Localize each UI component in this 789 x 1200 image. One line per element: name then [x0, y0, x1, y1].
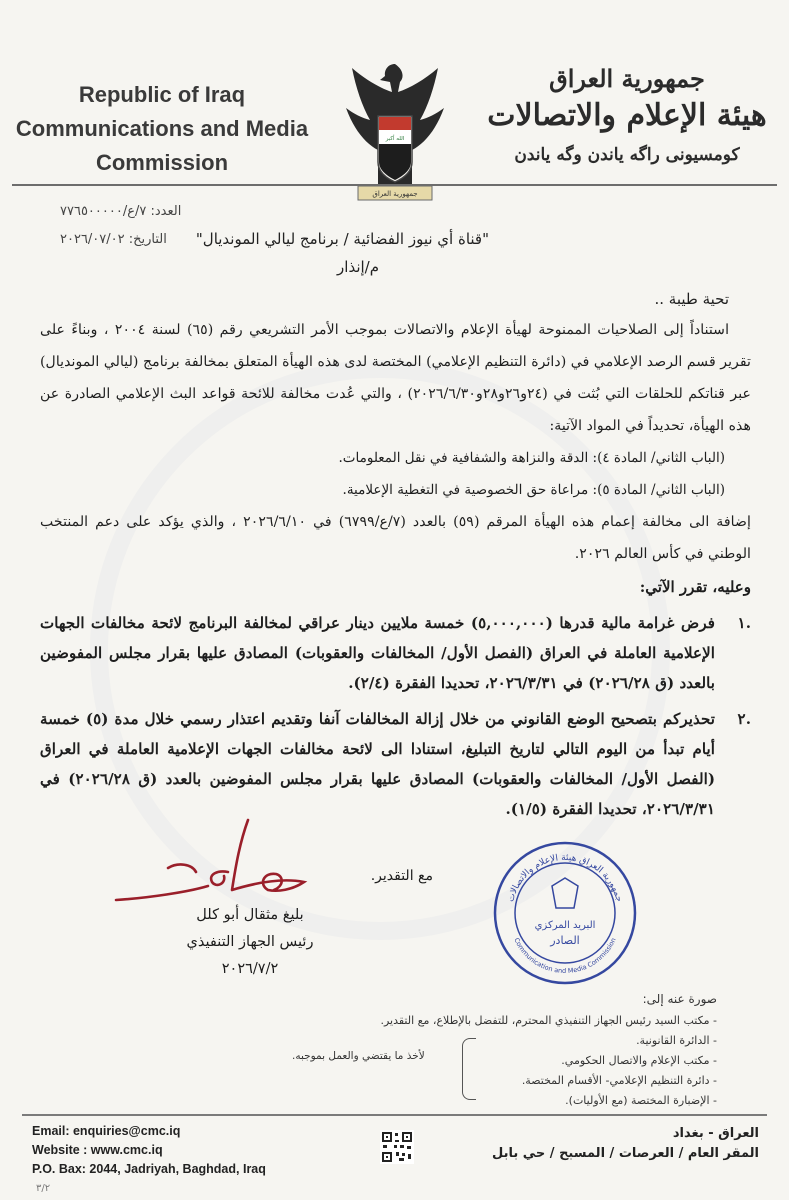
reference-date: التاريخ: ٢٠٢٦/٠٧/٠٢	[60, 232, 167, 247]
stamp-center-1: البريد المركزي	[534, 920, 596, 931]
greeting: تحية طيبة ..	[654, 290, 729, 308]
regards-text: مع التقدير.	[370, 868, 433, 884]
copies-bracket	[462, 1038, 476, 1100]
footer-website: Website : www.cmc.iq	[32, 1143, 163, 1157]
emblem-scroll-text: جمهورية العراق	[372, 190, 418, 198]
footer-divider	[22, 1114, 767, 1116]
stamp-ring-english: Communication and Media Commission	[512, 936, 618, 976]
emblem-takbir-text: الله أكبر	[385, 136, 405, 142]
decision-text: فرض غرامة مالية قدرها (٥,٠٠٠,٠٠٠) خمسة ملايين دينار عراقي لمخالفة البرنامج لائحة مخالفات الجهات الإعلامية العاملة في العراق (الفصل الأول/ المخالفات والعقوبات) المصادق عليها بقرار مجلس المفوضين بالعدد (ق ٢٠٢٦/٢٨) في ٢٠٢٦/٣/٣١، تحديدا الفقرة (٢/٤).	[40, 614, 715, 692]
decision-item	[40, 608, 751, 698]
en-line-3: Commission	[95, 150, 229, 175]
header-divider	[12, 184, 777, 186]
copies-to	[380, 992, 717, 1111]
copy-item: - مكتب الإعلام والاتصال الحكومي.	[561, 1054, 717, 1067]
decision-item	[40, 704, 751, 824]
bracket-note: لأخذ ما يقتضي والعمل بموجبه.	[292, 1050, 425, 1062]
copy-item: - دائرة التنظيم الإعلامي- الأقسام المختصة.	[521, 1074, 717, 1087]
decision-number: .٢	[737, 710, 751, 728]
paragraph-2: إضافة الى مخالفة إعمام هذه الهيأة المرقم (٥٩) بالعدد (٧/ع/٦٧٩٩) في ٢٠٢٦/٦/١٠ ، والذي يؤكد على دعم المنتخب الوطني في كأس العالم ٢٠٢٦.	[40, 514, 751, 562]
footer-ar-line-1: العراق - بغداد	[672, 1126, 759, 1141]
letter-body	[40, 290, 751, 824]
stamp-center-2: الصادر	[550, 934, 580, 947]
subject-line: "قناة أي نيوز الفضائية / برنامج ليالي المونديال"	[195, 230, 489, 248]
handwritten-signature	[108, 812, 318, 912]
footer-address-arabic	[492, 1124, 759, 1164]
reference-number: العدد: ٧/ع/٧٧٦٥٠٠٠٠٠	[60, 204, 182, 219]
signature-date: ٢٠٢٦/٧/٢	[221, 961, 279, 977]
en-line-2: Communications and Media	[15, 116, 309, 141]
decided-label: وعليه، تقرر الآتي:	[639, 578, 751, 596]
paragraph-1: استناداً إلى الصلاحيات الممنوحة لهيأة الإعلام والاتصالات بموجب الأمر التشريعي رقم (٦٥) لسنة ٢٠٠٤ ، وبناءً على تقرير قسم الرصد الإعلامي في (دائرة التنظيم الإعلامي) المختصة لدى هذه الهيأة المتعلق بمخالفة برنامج (ليالي المونديال) عبر قناتكم للحلقات التي بُثت في (٢٤و٢٦و٢٨و٢٠٢٦/٦/٣٠) ، والتي عُدت مخالفة للائحة قواعد البث الإعلامي الصادرة عن هذه الهيأة، تحديداً في المواد الآتية:	[40, 322, 751, 434]
footer-address: P.O. Bax: 2044, Jadriyah, Baghdad, Iraq	[32, 1162, 266, 1176]
ar-line-3: كومسيونى راگه ياندن وگه ياندن	[514, 145, 740, 165]
ar-line-1: جمهورية العراق	[549, 64, 705, 93]
page-number: ٣/٢	[36, 1183, 51, 1194]
article-item: (الباب الثاني/ المادة ٤): الدقة والنزاهة والشفافية في نقل المعلومات.	[338, 450, 725, 466]
ar-line-2: هيئة الإعلام والاتصالات	[487, 98, 767, 133]
footer-ar-line-2: المقر العام / العرصات / المسبح / حي بابل	[491, 1146, 759, 1161]
copy-item: - الدائرة القانونية.	[636, 1034, 717, 1047]
subject-warning: م/إنذار	[337, 258, 379, 276]
footer-contact	[32, 1122, 266, 1179]
copy-item: - مكتب السيد رئيس الجهاز التنفيذي المحترم، للتفضل بالإطلاع، مع التقدير.	[380, 1014, 717, 1027]
signatory-title: رئيس الجهاز التنفيذي	[186, 934, 314, 950]
decision-text: تحذيركم بتصحيح الوضع القانوني من خلال إزالة المخالفات آنفا وتقديم اعتذار رسمي خلال مدة (٥) خمسة أيام تبدأ من اليوم التالي لتاريخ التبليغ، استنادا الى لائحة مخالفات الجهات الإعلامية العاملة في العراق (الفصل الأول/ المخالفات والعقوبات) المصادق عليها بقرار مجلس المفوضين بالعدد (ق ٢٠٢٦/٢٨) في ٢٠٢٦/٣/٣١، تحديدا الفقرة (١/٥).	[40, 710, 715, 818]
signatory-block	[160, 902, 340, 983]
copies-heading: صورة عنه إلى:	[642, 992, 717, 1006]
decision-number: .١	[737, 614, 751, 632]
article-item: (الباب الثاني/ المادة ٥): مراعاة حق الخصوصية في التغطية الإعلامية.	[342, 482, 725, 498]
signatory-name: بليغ مثقال أبو كلل	[196, 907, 304, 923]
en-line-1: Republic of Iraq	[78, 82, 246, 107]
official-stamp	[490, 838, 640, 988]
english-letterhead	[12, 78, 312, 180]
copy-item: - الإضبارة المختصة (مع الأوليات).	[565, 1094, 717, 1107]
qr-code-icon	[380, 1130, 414, 1164]
arabic-letterhead	[487, 62, 767, 170]
footer-email: Email: enquiries@cmc.iq	[32, 1124, 181, 1138]
stamp-ring-text: جمهورية العراق هيئة الإعلام والاتصالات	[506, 852, 624, 904]
